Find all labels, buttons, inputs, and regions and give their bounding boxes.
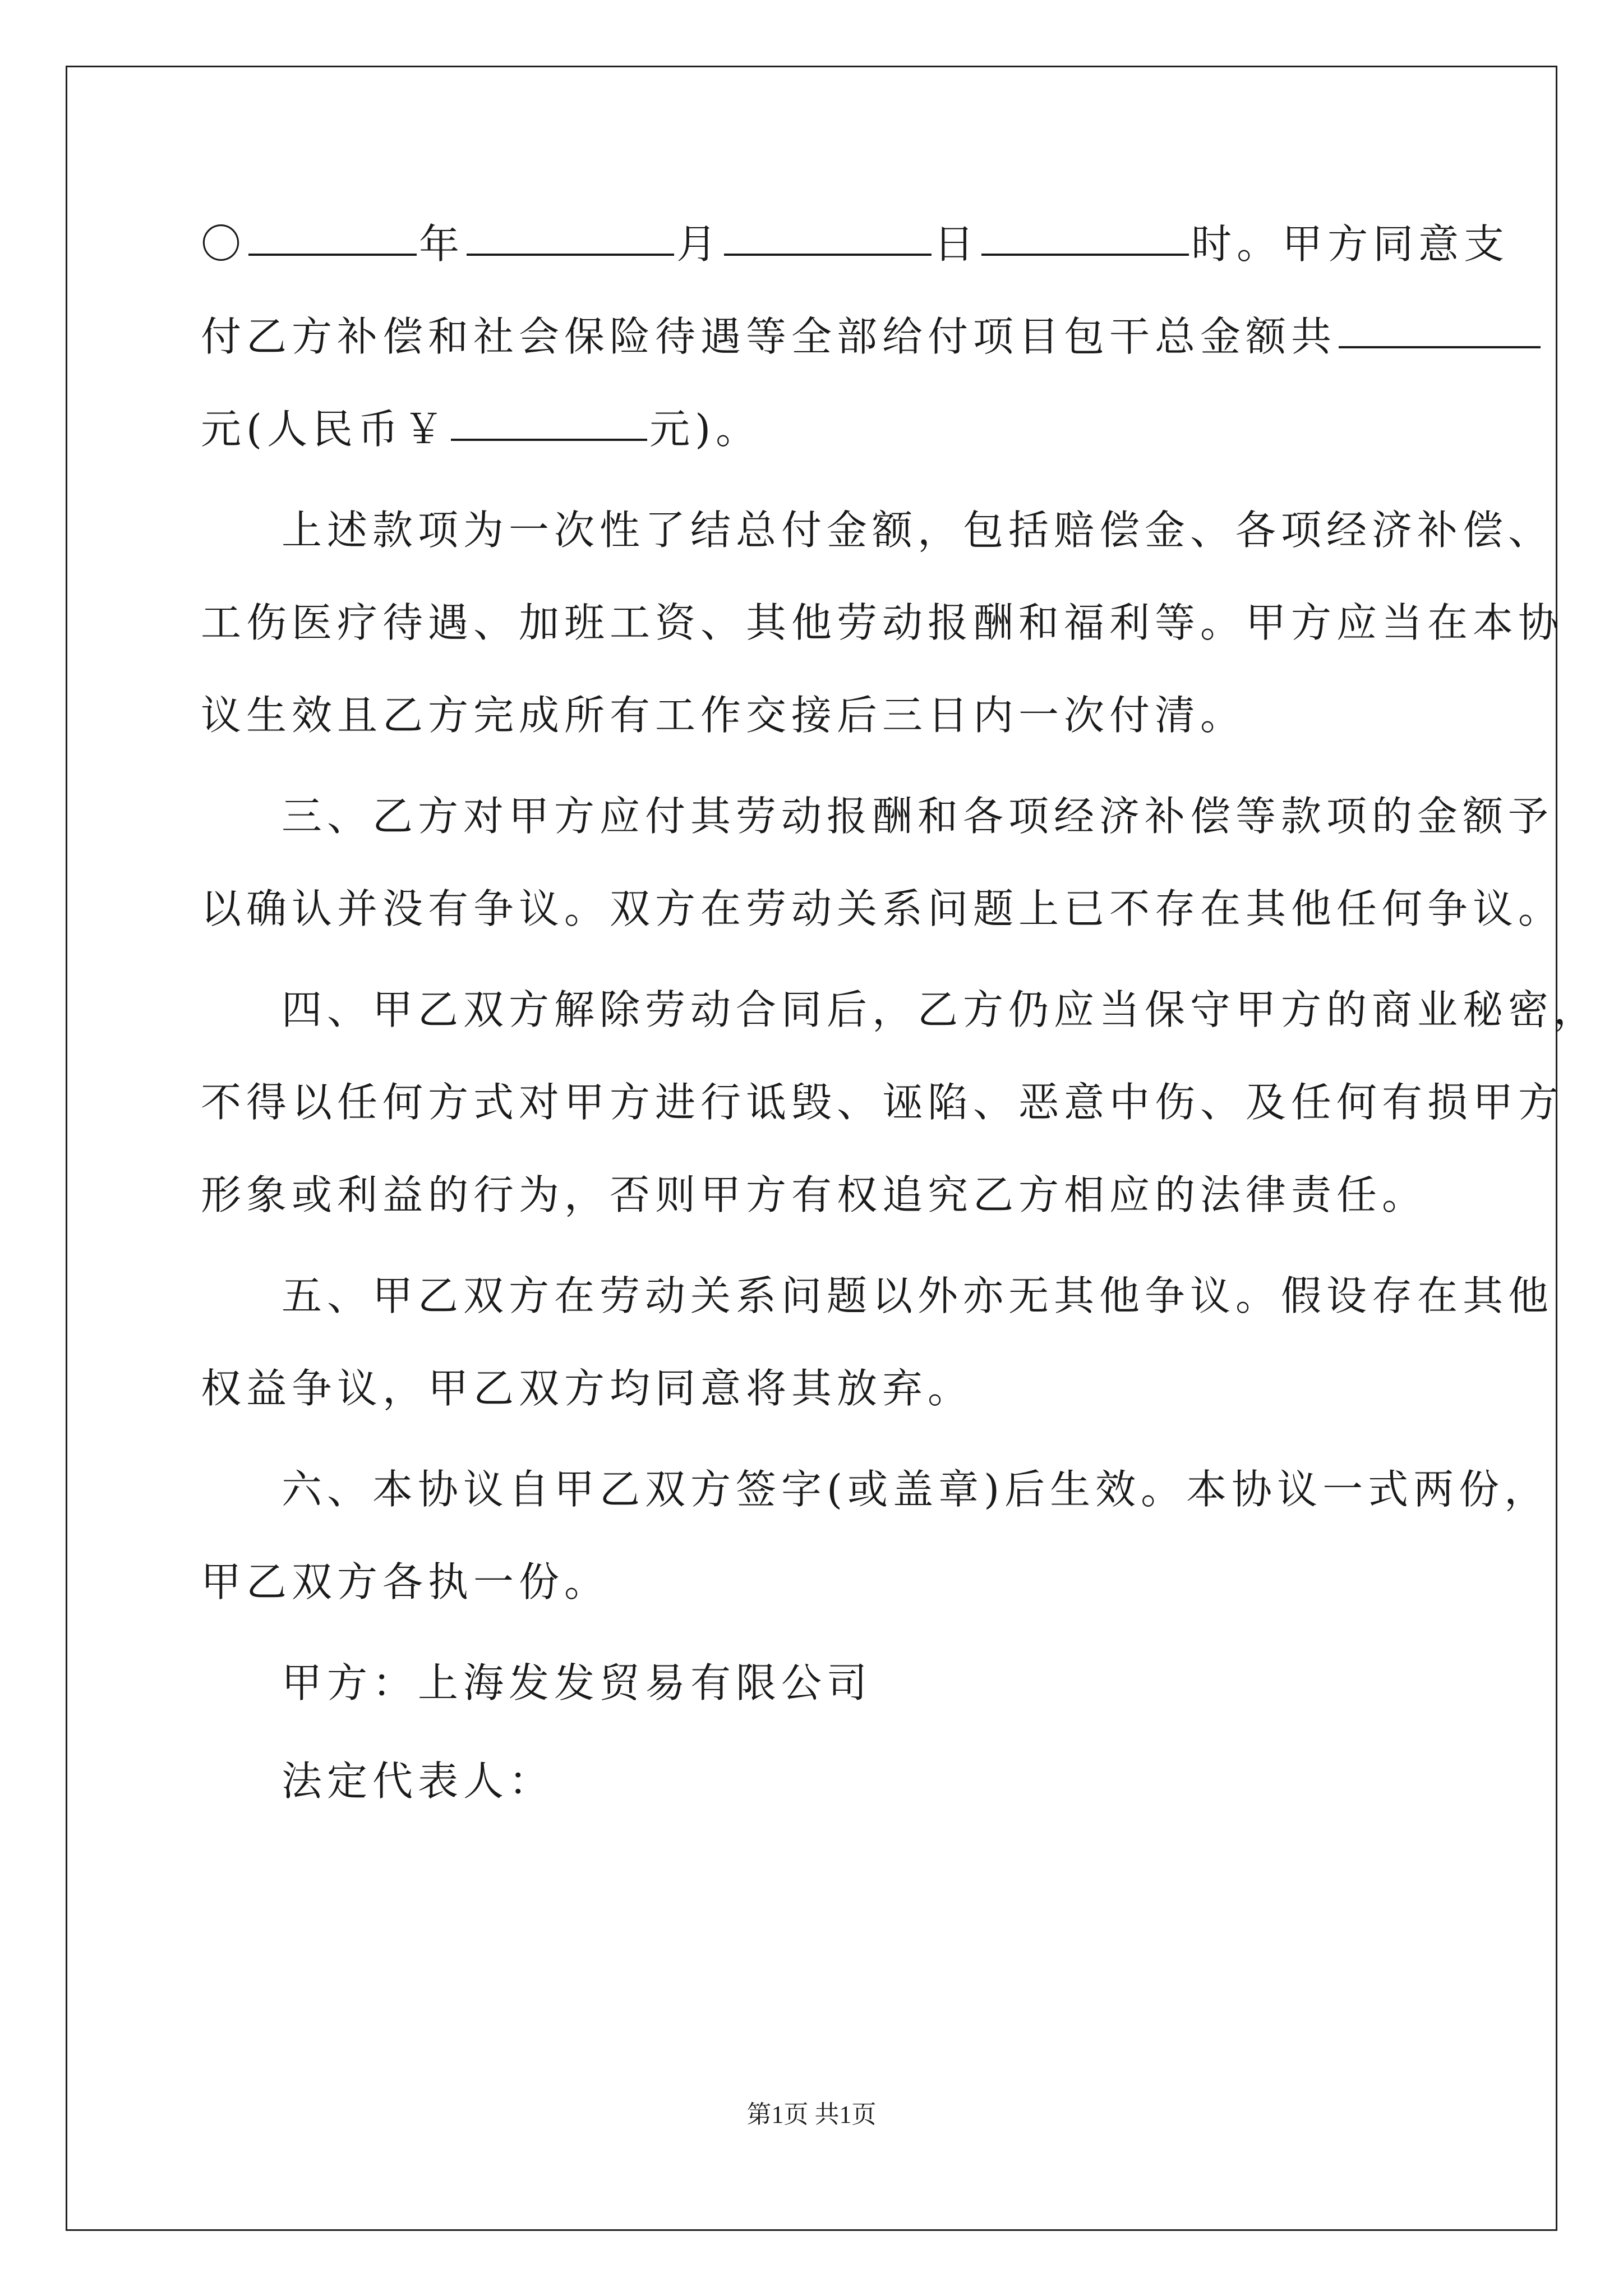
day-label: 日: [934, 220, 980, 268]
clause-four-line: 不得以任何方式对甲方进行诋毁、诬陷、恶意中伤、及任何有损甲方: [201, 1079, 1564, 1126]
blank-month: [467, 219, 674, 256]
line-1-tail: 时。甲方同意支: [1191, 220, 1510, 268]
page-border: [66, 66, 1557, 2231]
rmb-prefix: 元(人民币￥: [201, 406, 449, 453]
clause-three-line: 三、乙方对甲方应付其劳动报酬和各项经济补偿等款项的金额予: [282, 793, 1554, 840]
legal-representative-line: 法定代表人：: [282, 1757, 555, 1805]
clause-four-line: 四、甲乙双方解除劳动合同后，乙方仍应当保守甲方的商业秘密，: [282, 986, 1599, 1033]
circle-zero: 〇: [201, 220, 247, 268]
text-line-2: [201, 311, 1543, 362]
clause-six-line: 六、本协议自甲乙双方签字(或盖章)后生效。本协议一式两份，: [282, 1466, 1550, 1513]
month-label: 月: [676, 220, 722, 268]
paragraph-line: 工伤医疗待遇、加班工资、其他劳动报酬和福利等。甲方应当在本协: [201, 599, 1564, 646]
text-line-1: [201, 219, 1509, 269]
clause-five-line: 权益争议，甲乙双方均同意将其放弃。: [201, 1365, 974, 1412]
page-footer: 第1页 共1页: [746, 2101, 877, 2128]
line-2-text: 付乙方补偿和社会保险待遇等全部给付项目包干总金额共: [201, 313, 1337, 360]
year-label: 年: [419, 220, 465, 268]
clause-four-line: 形象或利益的行为，否则甲方有权追究乙方相应的法律责任。: [201, 1171, 1428, 1218]
clause-three-line: 以确认并没有争议。双方在劳动关系问题上已不存在其他任何争议。: [201, 885, 1564, 932]
clause-five-line: 五、甲乙双方在劳动关系问题以外亦无其他争议。假设存在其他: [282, 1272, 1554, 1319]
paragraph-line: 议生效且乙方完成所有工作交接后三日内一次付清。: [201, 692, 1246, 739]
blank-day: [724, 219, 932, 256]
clause-six-line: 甲乙双方各执一份。: [201, 1558, 610, 1605]
blank-rmb-amount: [451, 404, 647, 441]
blank-total-amount: [1339, 311, 1541, 348]
text-line-3: [201, 404, 761, 454]
paragraph-line: 上述款项为一次性了结总付金额，包括赔偿金、各项经济补偿、: [282, 507, 1554, 554]
rmb-suffix: 元)。: [649, 406, 762, 453]
party-a-line: 甲方：上海发发贸易有限公司: [282, 1659, 873, 1706]
blank-hour: [981, 219, 1189, 256]
blank-year: [248, 219, 417, 256]
